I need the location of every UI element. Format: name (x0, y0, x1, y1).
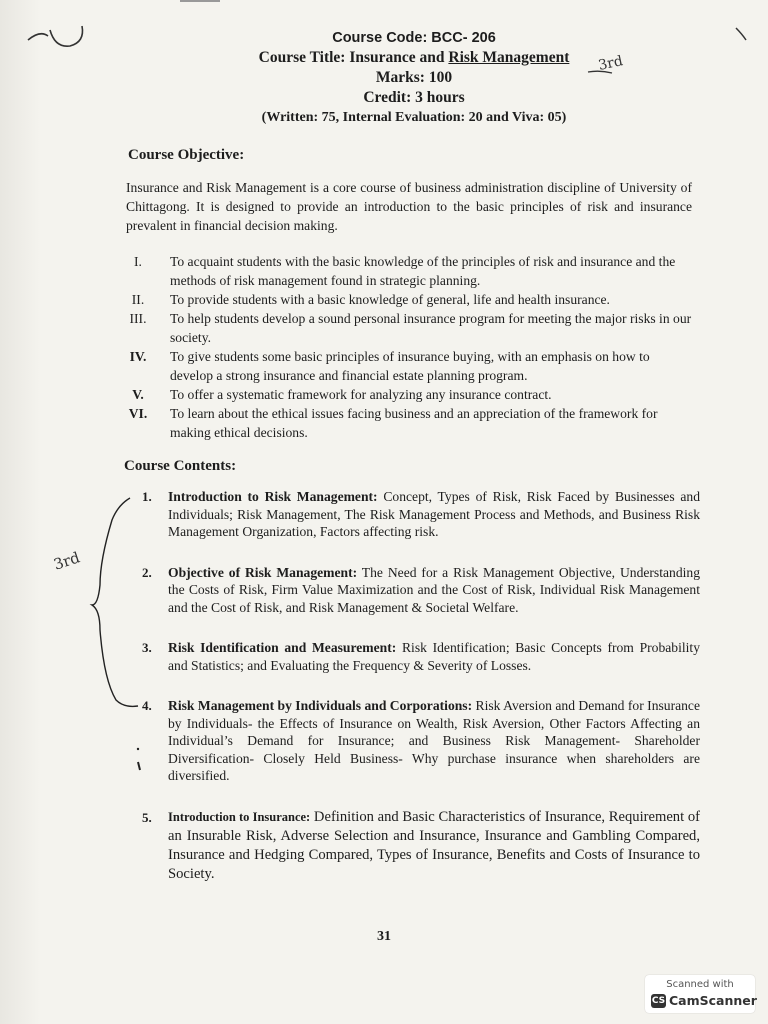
bracket-brace (92, 498, 138, 706)
objective-number: II. (131, 292, 145, 307)
content-text: Risk Aversion and Demand for Insurance by Individuals- the Effects of Insurance on Wealth, Risk Aversion, Other Factors Affecting an Individual’s Demand for Insurance; and Business Risk Management- Shareholder Diversification- Closely Held Business- Why purchase insurance when shareholders are diversified. (168, 698, 700, 783)
course-code: Course Code: BCC- 206 (332, 30, 496, 46)
handwritten-note-margin: 3rd (51, 548, 83, 574)
marks-breakdown: (Written: 75, Internal Evaluation: 20 and Viva: 05) (261, 110, 567, 125)
content-text: Risk Identification; Basic Concepts from Probability and Statistics; and Evaluating the Frequency & Severity of Losses. (168, 640, 700, 673)
course-marks: Marks: 100 (375, 69, 453, 86)
handwritten-note-title: 3rd (596, 53, 625, 74)
objective-text: To learn about the ethical issues facing business and an appreciation of the framework for making ethical decisions. (170, 406, 658, 440)
course-title (60, 48, 768, 68)
objective-item (120, 385, 695, 404)
content-heading: Objective of Risk Management: (168, 564, 358, 580)
camscanner-watermark (645, 975, 755, 1013)
content-number: 1. (142, 489, 152, 504)
objective-item (120, 309, 695, 347)
content-item (140, 697, 700, 785)
objective-text: To give students some basic principles of insurance buying, with an emphasis on how to develop a strong insurance and financial estate planning program. (170, 349, 650, 383)
content-text: Concept, Types of Risk, Risk Faced by Businesses and Individuals; Risk Management, The Risk Management Process and Methods, and Business Risk Management Organization, Factors affecting risk. (168, 489, 700, 539)
contents-heading: Course Contents: (124, 458, 237, 474)
content-heading: Risk Identification and Measurement: (168, 640, 397, 655)
content-item (140, 639, 700, 674)
objective-item (120, 347, 695, 385)
content-item (140, 564, 700, 617)
objective-text: To provide students with a basic knowledge of general, life and health insurance. (170, 292, 610, 307)
scanner-caption: Scanned with (666, 979, 734, 990)
scanner-brand: CamScanner (669, 993, 757, 1008)
page-number: 31 (377, 929, 391, 944)
course-header (0, 28, 768, 128)
objective-text: To offer a systematic framework for analyzing any insurance contract. (170, 387, 552, 402)
objective-number: I. (134, 254, 142, 269)
objective-number: IV. (129, 349, 147, 364)
content-number: 4. (142, 698, 152, 713)
objective-heading: Course Objective: (128, 147, 245, 163)
content-number: 2. (142, 564, 152, 580)
content-item (140, 488, 700, 541)
objective-item (120, 252, 695, 290)
content-item (140, 808, 700, 884)
objective-item (120, 404, 695, 442)
course-credit: Credit: 3 hours (363, 89, 465, 106)
course-title-underlined: Risk Management (448, 49, 570, 66)
objective-number: V. (132, 387, 144, 402)
objective-number: III. (129, 311, 147, 326)
objective-list (120, 252, 695, 442)
course-title-prefix: Course Title: Insurance and (258, 49, 449, 66)
objective-paragraph: Insurance and Risk Management is a core course of business administration discipline of University of Chittagong. It is designed to provide an introduction to the basic principles of risk and insurance prevalent in financial decision making. (126, 180, 692, 233)
objective-text: To acquaint students with the basic knowledge of the principles of risk and insurance and the methods of risk management found in strategic planning. (170, 254, 676, 288)
camscanner-logo-icon: CS (651, 996, 666, 1006)
content-heading: Introduction to Insurance: (168, 809, 311, 824)
content-heading: Risk Management by Individuals and Corporations: (168, 698, 473, 713)
objective-number: VI. (128, 406, 148, 421)
objective-text: To help students develop a sound personal insurance program for meeting the major risks in our society. (170, 311, 692, 345)
content-number: 5. (142, 809, 152, 825)
content-text: Definition and Basic Characteristics of Insurance, Requirement of an Insurable Risk, Adverse Selection and Insurance, Insurance and Gambling Compared, Insurance and Hedging Compared, Types of Insurance, Benefits and Costs of Insurance to Society. (168, 808, 700, 882)
objective-item (120, 290, 695, 309)
contents-list (140, 488, 700, 907)
ink-dot (137, 748, 139, 750)
content-number: 3. (142, 640, 152, 655)
content-text: The Need for a Risk Management Objective, Understanding the Costs of Risk, Firm Value Maximization and the Cost of Risk, Individual Risk Management and the Cost of Risk, and Risk Management & Societal Welfare. (168, 564, 700, 615)
content-heading: Introduction to Risk Management: (168, 489, 378, 504)
